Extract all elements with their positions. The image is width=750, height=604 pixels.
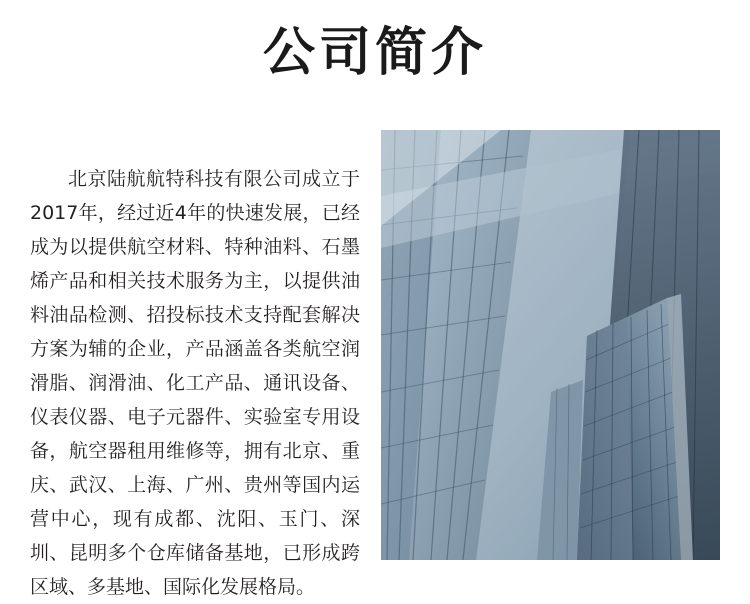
company-description-paragraph: 北京陆航航特科技有限公司成立于2017年，经过近4年的快速发展，已经成为以提供航空材料、特种油料、石墨烯产品和相关技术服务为主，以提供油料油品检测、招投标技术支持配套解决方案为辅的企业，产品涵盖各类航空润滑脂、润滑油、化工产品、通讯设备、仪表仪器、电子元器件、实验室专用设备，航空器租用维修等，拥有北京、重庆、武汉、上海、广州、贵州等国内运营中心，现有成都、沈阳、玉门、深圳、昆明多个仓库储备基地，已形成跨区域、多基地、国际化发展格局。	[30, 168, 360, 598]
skyscrapers-looking-up-photo	[381, 130, 720, 560]
page-title: 公司简介	[262, 23, 487, 83]
skyscrapers-illustration	[381, 130, 720, 560]
